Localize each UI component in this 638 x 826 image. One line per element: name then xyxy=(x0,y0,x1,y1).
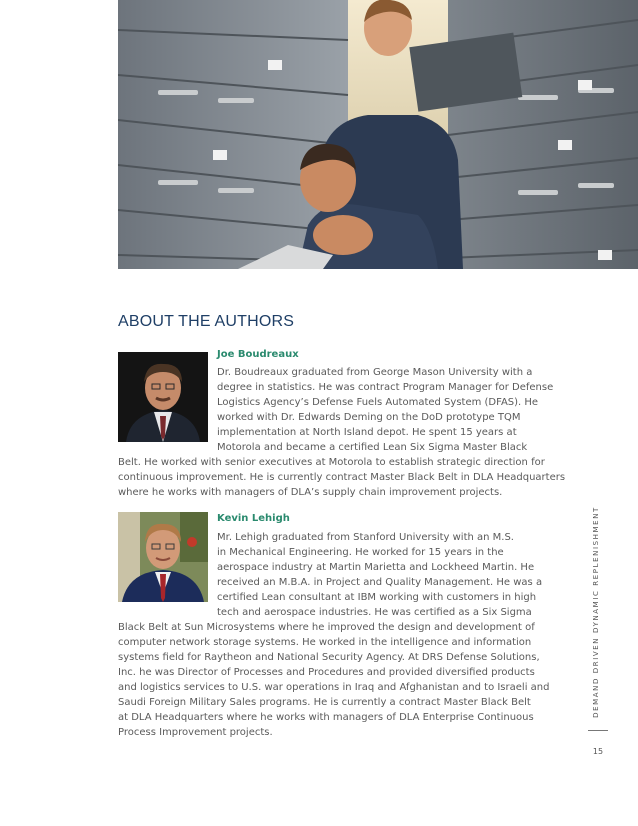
author-name: Joe Boudreaux xyxy=(217,349,299,360)
bio-line: Mr. Lehigh graduated from Stanford University with an M.S. xyxy=(217,532,514,543)
bio-line: in Mechanical Engineering. He worked for 15 years in the xyxy=(217,547,504,558)
hero-photo xyxy=(118,0,638,269)
author-bio-joe-boudreaux xyxy=(118,365,566,500)
side-running-title xyxy=(586,506,606,718)
bio-line: Black Belt at Sun Microsystems where he improved the design and development of xyxy=(118,622,535,633)
bio-line: tech and aerospace industries. He was certified as a Six Sigma xyxy=(217,607,532,618)
section-title: ABOUT THE AUTHORS xyxy=(118,313,295,330)
bio-line: systems field for Raytheon and National Security Agency. At DRS Defense Solutions, xyxy=(118,652,540,663)
bio-line: and logistics services to U.S. war operations in Iraq and Afghanistan and to Israeli and xyxy=(118,682,550,693)
bio-line: at DLA Headquarters where he works with managers of DLA Enterprise Continuous xyxy=(118,712,534,723)
author-name: Kevin Lehigh xyxy=(217,513,290,524)
bio-line: Inc. he was Director of Processes and Procedures and provided diversified products xyxy=(118,667,535,678)
bio-line: continuous improvement. He is currently contract Master Black Belt in DLA Headquarters xyxy=(118,472,566,483)
bio-line: Dr. Boudreaux graduated from George Mason University with a xyxy=(217,367,533,378)
bio-line: where he works with managers of DLA’s supply chain improvement projects. xyxy=(118,487,503,498)
bio-line: Logistics Agency’s Defense Fuels Automated System (DFAS). He xyxy=(217,397,539,408)
bio-line: Saudi Foreign Military Sales programs. He is currently a contract Master Black Belt xyxy=(118,697,531,708)
bio-line: Motorola and became a certified Lean Six Sigma Master Black xyxy=(217,442,528,453)
bio-line: received an M.B.A. in Project and Quality Management. He was a xyxy=(217,577,543,588)
bio-line: certified Lean consultant at IBM working with customers in high xyxy=(217,592,537,603)
author-bio-kevin-lehigh xyxy=(118,530,550,740)
bio-line: aerospace industry at Martin Marietta and Lockheed Martin. He xyxy=(217,562,535,573)
bio-line: worked with Dr. Edwards Deming on the DoD prototype TQM xyxy=(217,412,521,423)
bio-line: degree in statistics. He was contract Program Manager for Defense xyxy=(217,382,554,393)
bio-line: Process Improvement projects. xyxy=(118,727,273,738)
page-number: 15 xyxy=(592,747,604,756)
side-title-text: DEMAND DRIVEN DYNAMIC REPLENISHMENT xyxy=(592,506,600,718)
bio-line: implementation at North Island depot. He spent 15 years at xyxy=(217,427,517,438)
page-number-rule xyxy=(588,730,608,731)
bio-line: computer network storage systems. He worked in the intelligence and information xyxy=(118,637,532,648)
bio-line: Belt. He worked with senior executives at Motorola to establish strategic direction for xyxy=(118,457,545,468)
